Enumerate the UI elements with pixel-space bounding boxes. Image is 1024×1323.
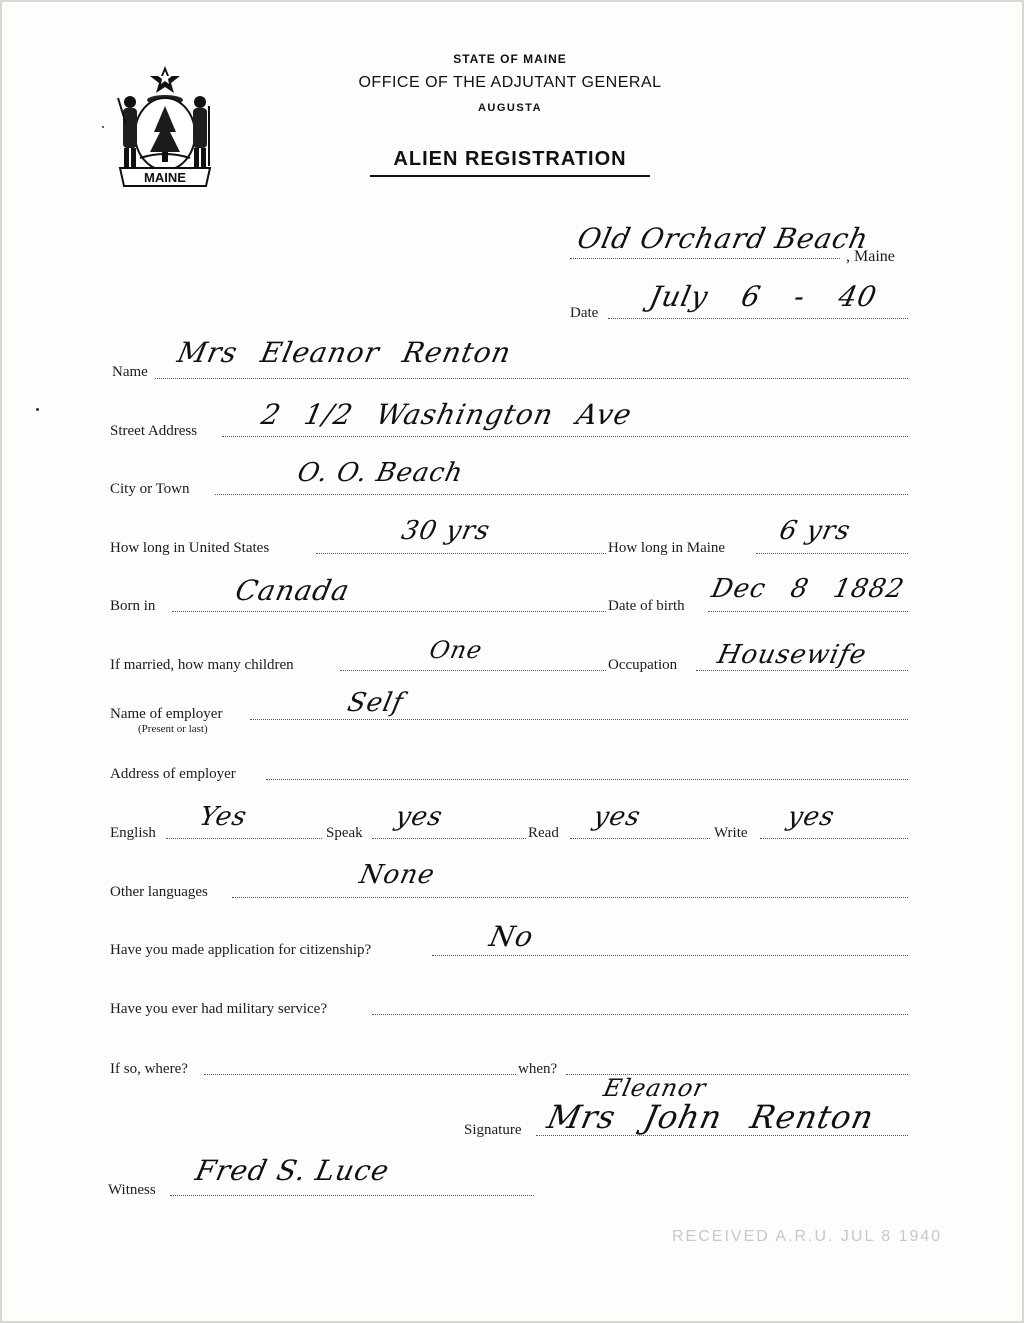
english-label: English	[110, 825, 156, 841]
signature-label: Signature	[464, 1122, 522, 1138]
military-line	[372, 1014, 908, 1015]
dob-line	[708, 611, 908, 612]
read-label: Read	[528, 825, 559, 841]
scan-speck	[36, 408, 39, 411]
citizenship-value: No	[486, 920, 537, 953]
dob-value: Dec 8 1882	[708, 574, 908, 604]
read-value: yes	[590, 802, 644, 832]
military-label: Have you ever had military service?	[110, 1001, 327, 1017]
children-value: One	[427, 636, 486, 664]
employer-address-line	[266, 779, 908, 780]
english-value: Yes	[196, 802, 250, 832]
name-label: Name	[112, 364, 148, 380]
born-line	[172, 611, 606, 612]
witness-line	[170, 1195, 534, 1196]
place-suffix: , Maine	[846, 248, 895, 265]
date-value: July 6 - 40	[646, 280, 881, 313]
employer-line	[250, 719, 908, 720]
scan-speck	[102, 126, 104, 128]
write-label: Write	[714, 825, 748, 841]
where-line	[204, 1074, 516, 1075]
witness-value: Fred S. Luce	[192, 1154, 393, 1187]
city-line	[215, 494, 908, 495]
where-label: If so, where?	[110, 1061, 188, 1077]
employer-value: Self	[344, 688, 407, 718]
employer-sublabel: (Present or last)	[138, 723, 208, 735]
children-label: If married, how many children	[110, 657, 294, 673]
name-value: Mrs Eleanor Renton	[174, 336, 515, 369]
header-state: STATE OF MAINE	[453, 52, 567, 66]
other-languages-line	[232, 897, 908, 898]
read-line	[570, 838, 710, 839]
city-value: O. O. Beach	[294, 458, 467, 488]
dob-label: Date of birth	[608, 598, 685, 614]
seal-banner-text: MAINE	[144, 170, 186, 185]
children-line	[340, 670, 606, 671]
other-languages-label: Other languages	[110, 884, 208, 900]
employer-address-label: Address of employer	[110, 766, 236, 782]
street-line	[222, 436, 908, 437]
when-label: when?	[518, 1061, 558, 1077]
maine-duration-line	[756, 553, 908, 554]
write-value: yes	[784, 802, 838, 832]
place-value: Old Orchard Beach	[574, 222, 872, 255]
street-value: 2 1/2 Washington Ave	[258, 398, 636, 431]
us-duration-label: How long in United States	[110, 540, 270, 556]
received-stamp: RECEIVED A.R.U. JUL 8 1940	[672, 1228, 943, 1245]
signature-value: Mrs John Renton	[543, 1098, 878, 1136]
maine-duration-value: 6 yrs	[776, 516, 854, 546]
speak-label: Speak	[326, 825, 363, 841]
occupation-label: Occupation	[608, 657, 678, 673]
city-label: City or Town	[110, 481, 190, 497]
occupation-line	[696, 670, 908, 671]
witness-label: Witness	[108, 1182, 156, 1198]
place-line	[570, 258, 840, 259]
occupation-value: Housewife	[714, 640, 870, 670]
other-languages-value: None	[356, 860, 438, 890]
name-line	[155, 378, 908, 379]
header-city: AUGUSTA	[477, 102, 543, 114]
speak-line	[372, 838, 526, 839]
signature-top-value: Eleanor	[601, 1074, 710, 1102]
maine-seal-icon	[110, 62, 220, 192]
employer-label: Name of employer	[110, 706, 223, 722]
header-office: OFFICE OF THE ADJUTANT GENERAL	[358, 74, 662, 91]
write-line	[760, 838, 908, 839]
maine-duration-label: How long in Maine	[608, 540, 726, 556]
street-label: Street Address	[110, 423, 198, 439]
date-line	[608, 318, 908, 319]
born-label: Born in	[110, 598, 156, 614]
form-title: ALIEN REGISTRATION	[370, 148, 650, 177]
born-value: Canada	[232, 574, 353, 607]
citizenship-label: Have you made application for citizenship?	[110, 942, 372, 958]
english-line	[166, 838, 322, 839]
speak-value: yes	[392, 802, 446, 832]
us-duration-line	[316, 553, 606, 554]
date-label: Date	[570, 305, 599, 321]
us-duration-value: 30 yrs	[398, 516, 494, 546]
citizenship-line	[432, 955, 908, 956]
